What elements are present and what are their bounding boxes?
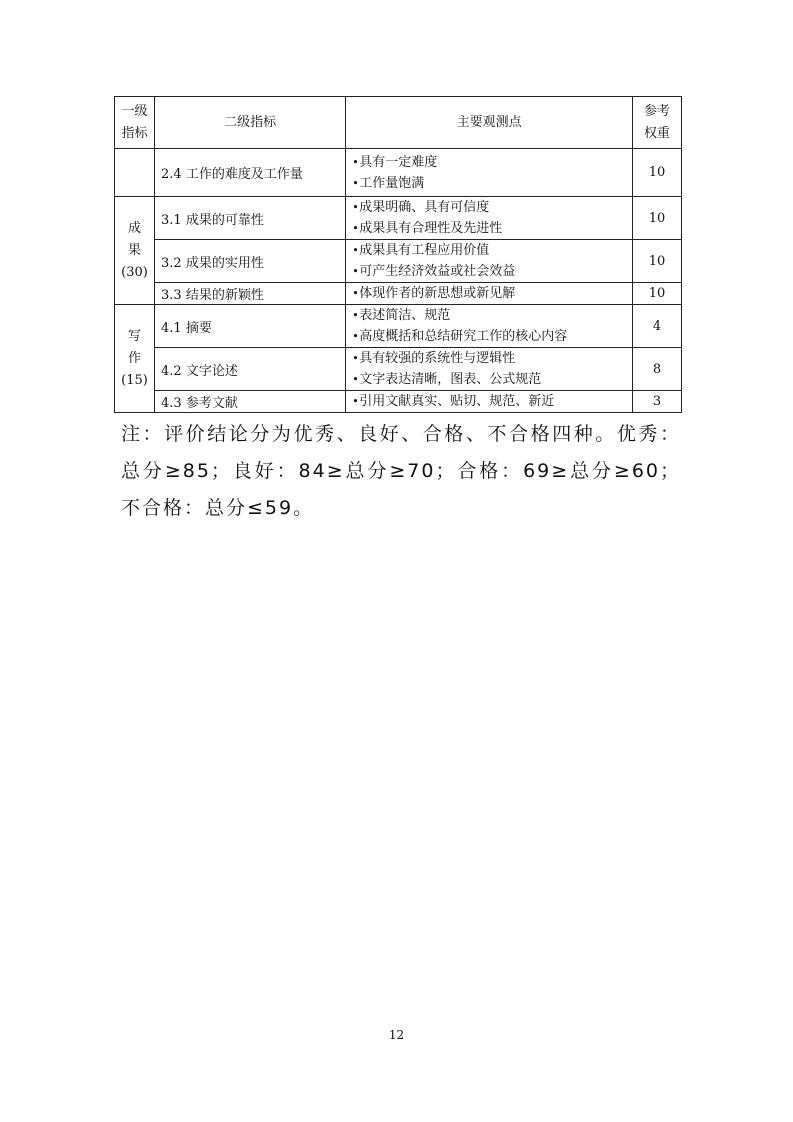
group-label-line: 作 (128, 350, 142, 366)
weight-cell: 10 (633, 240, 682, 283)
evaluation-table (114, 96, 682, 413)
group-label-line: 成 (128, 220, 142, 236)
evaluation-note: 注：评价结论分为优秀、良好、合格、不合格四种。优秀：总分≥85；良好：84≥总分≥70；合格：69≥总分≥60；不合格：总分≤59。 (121, 423, 681, 519)
bullet-icon: • (352, 155, 359, 169)
observation-item: •体现作者的新思想或新见解 (352, 283, 626, 304)
group-label-line: (30) (121, 264, 148, 280)
table-row (115, 305, 682, 348)
table-header-row (115, 97, 682, 149)
table-row (115, 197, 682, 240)
observation-cell (346, 149, 633, 197)
observation-item: •工作量饱满 (352, 173, 626, 194)
observation-cell (346, 283, 633, 305)
observation-item: •可产生经济效益或社会效益 (352, 261, 626, 282)
observation-item: •文字表达清晰，图表、公式规范 (352, 369, 626, 390)
observation-item: •引用文献真实、贴切、规范、新近 (352, 391, 626, 412)
observation-item: •成果明确、具有可信度 (352, 197, 626, 218)
bullet-icon: • (352, 244, 359, 257)
indicator-cell: 3.1 成果的可靠性 (155, 197, 346, 240)
observation-item: •具有一定难度 (352, 152, 626, 173)
bullet-icon: • (352, 287, 359, 300)
observation-item: •高度概括和总结研究工作的核心内容 (352, 326, 626, 347)
header-weight-line1: 参考 (644, 103, 671, 119)
observation-cell (346, 305, 633, 348)
observation-item: •具有较强的系统性与逻辑性 (352, 348, 626, 369)
weight-cell: 10 (633, 197, 682, 240)
indicator-cell: 2.4 工作的难度及工作量 (155, 149, 346, 197)
header-weight (633, 97, 682, 149)
header-level2: 二级指标 (155, 97, 346, 149)
header-level1-line1: 一级 (121, 103, 148, 119)
header-observation: 主要观测点 (346, 97, 633, 149)
group-label-empty (115, 149, 155, 197)
bullet-icon: • (352, 330, 359, 343)
header-level1 (115, 97, 155, 149)
observation-cell (346, 391, 633, 413)
observation-item: •表述简洁、规范 (352, 305, 626, 326)
indicator-cell: 3.3 结果的新颖性 (155, 283, 346, 305)
group-label-line: (15) (121, 372, 148, 388)
weight-cell: 10 (633, 149, 682, 197)
observation-item: •成果具有工程应用价值 (352, 240, 626, 261)
bullet-icon: • (352, 265, 359, 278)
indicator-cell: 3.2 成果的实用性 (155, 240, 346, 283)
weight-cell: 4 (633, 305, 682, 348)
observation-cell (346, 240, 633, 283)
bullet-icon: • (352, 373, 359, 386)
bullet-icon: • (352, 395, 359, 408)
weight-cell: 8 (633, 348, 682, 391)
table-row (115, 348, 682, 391)
observation-item: •成果具有合理性及先进性 (352, 218, 626, 239)
observation-cell (346, 348, 633, 391)
page-number: 12 (388, 1028, 405, 1042)
weight-cell: 10 (633, 283, 682, 305)
bullet-icon: • (352, 201, 359, 214)
group-label-results (115, 197, 155, 305)
group-label-line: 写 (128, 328, 142, 344)
bullet-icon: • (352, 176, 359, 190)
table-row (115, 149, 682, 197)
observation-cell (346, 197, 633, 240)
header-weight-line2: 权重 (644, 125, 671, 141)
indicator-cell: 4.2 文字论述 (155, 348, 346, 391)
table-row (115, 391, 682, 413)
weight-cell: 3 (633, 391, 682, 413)
table-row (115, 240, 682, 283)
group-label-line: 果 (128, 242, 142, 258)
table-row (115, 283, 682, 305)
bullet-icon: • (352, 222, 359, 235)
group-label-writing (115, 305, 155, 413)
header-level1-line2: 指标 (121, 125, 148, 141)
bullet-icon: • (352, 309, 359, 322)
bullet-icon: • (352, 352, 359, 365)
indicator-cell: 4.3 参考文献 (155, 391, 346, 413)
indicator-cell: 4.1 摘要 (155, 305, 346, 348)
